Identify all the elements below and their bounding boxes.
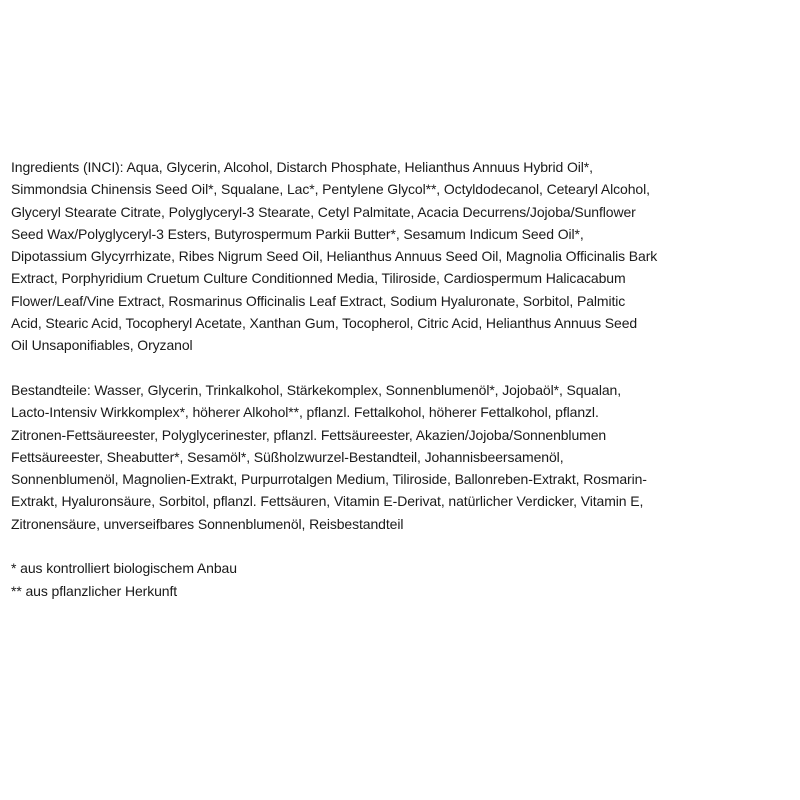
paragraph-spacer xyxy=(11,535,795,557)
footnote-organic: * aus kontrolliert biologischem Anbau xyxy=(11,560,237,577)
bestandteile-paragraph: Bestandteile: Wasser, Glycerin, Trinkalkohol, Stärkekomplex, Sonnenblumenöl*, Jojobaöl*, Squalan, Lacto-Intensiv Wirkkomplex*, höherer Alkohol**, pflanzl. Fettalkohol, höherer Fettalkohol, pflanzl. Zitronen-Fettsäureester, Polyglycerinester, pflanzl. Fettsäureester, Akazien/Jojoba/Sonnenblumen Fettsäureester, Sheabutter*, Sesamöl*, Süßholzwurzel-Bestandteil, Johannisbeersamenöl, Sonnenblumenöl, Magnolien-Extrakt, Purpurrotalgen Medium, Tiliroside, Ballonreben-Extrakt, Rosmarin- Extrakt, Hyaluronsäure, Sorbitol, pflanzl. Fettsäuren, Vitamin E-Derivat, natürlicher Verdicker, Vitamin E, Zitronensäure, unverseifbares Sonnenblumenöl, Reisbestandteil xyxy=(11,381,647,532)
ingredients-inci-paragraph: Ingredients (INCI): Aqua, Glycerin, Alcohol, Distarch Phosphate, Helianthus Annuus Hybrid Oil*, Simmondsia Chinensis Seed Oil*, Squalane, Lac*, Pentylene Glycol**, Octyldodecanol, Cetearyl Alcohol, Glyceryl Stearate Citrate, Polyglyceryl-3 Stearate, Cetyl Palmitate, Acacia Decurrens/Jojoba/Sunflower Seed Wax/Polyglyceryl-3 Esters, Butyrospermum Parkii Butter*, Sesamum Indicum Seed Oil*, Dipotassium Glycyrrhizate, Ribes Nigrum Seed Oil, Helianthus Annuus Seed Oil, Magnolia Officinalis Bark Extract, Porphyridium Cruetum Culture Conditionned Media, Tiliroside, Cardiospermum Halicacabum Flower/Leaf/Vine Extract, Rosmarinus Officinalis Leaf Extract, Sodium Hyaluronate, Sorbitol, Palmitic Acid, Stearic Acid, Tocopheryl Acetate, Xanthan Gum, Tocopherol, Citric Acid, Helianthus Annuus Seed Oil Unsaponifiables, Oryzanol xyxy=(11,159,658,354)
paragraph-spacer xyxy=(11,357,795,379)
footnote-plant-origin: ** aus pflanzlicher Herkunft xyxy=(11,582,178,599)
ingredient-text-block xyxy=(11,156,795,602)
